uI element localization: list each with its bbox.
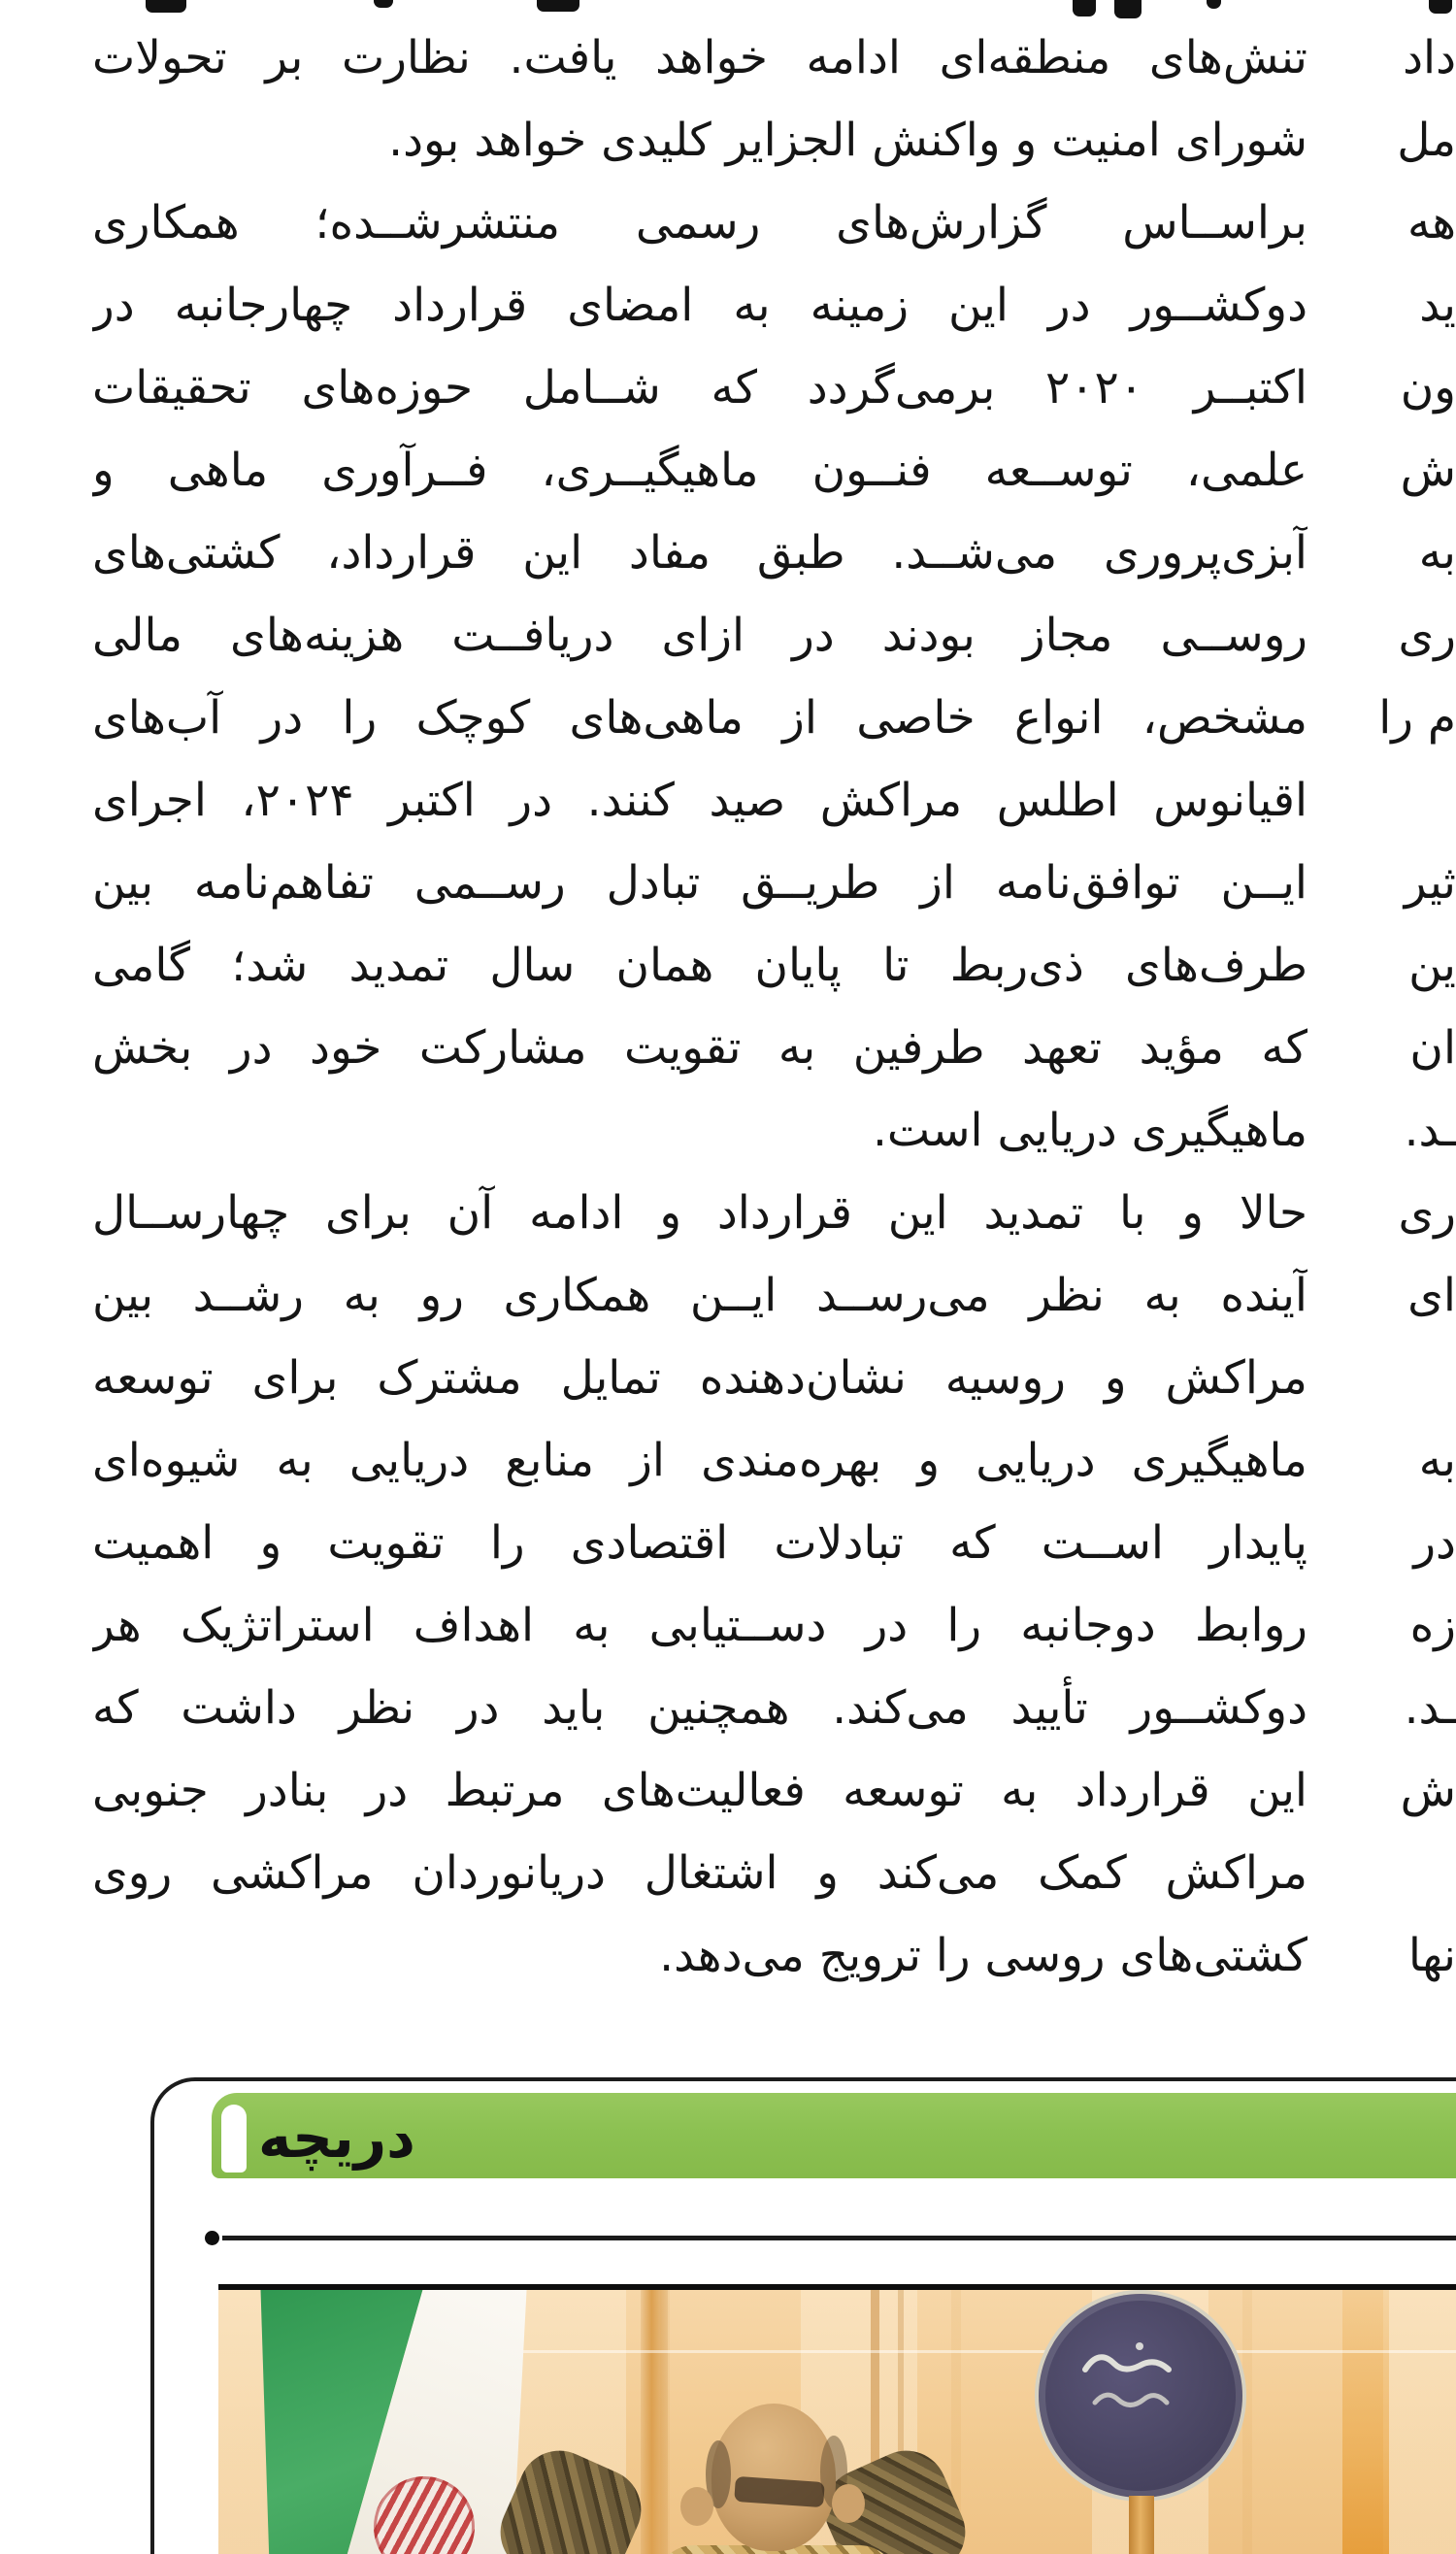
column-fragment: ری — [1398, 609, 1456, 662]
column-fragment: ری — [1398, 1186, 1456, 1240]
article-line: پایدار اســت که تبادلات اقتصادی را تقویت و اهمیت — [92, 1516, 1307, 1570]
dariche-banner — [212, 2093, 1456, 2178]
column-fragment — [1381, 1832, 1456, 1914]
article-line: مراکش و روسیه نشان‌دهنده تمایل مشترک برای توسعه — [92, 1351, 1307, 1405]
article-line: حالا و با تمدید این قرارداد و ادامه آن برای چهارســال — [92, 1186, 1307, 1240]
column-fragment: هه — [1407, 196, 1456, 249]
column-fragment: ان — [1409, 1021, 1456, 1075]
cut-glyph-mark — [146, 0, 186, 13]
column-fragment: ون — [1400, 361, 1456, 415]
news-photo — [218, 2284, 1456, 2554]
article-line: روســی مجاز بودند در ازای دریافــت هزینه‌های مالی — [92, 609, 1307, 662]
article-line: اکتبــر ۲۰۲۰ برمی‌گردد که شــامل حوزه‌های تحقیقات — [92, 361, 1307, 415]
column-fragment: ـد. — [1404, 1104, 1456, 1157]
article-line: روابط دوجانبه را در دســتیابی به اهداف استراتژیک هر — [92, 1599, 1307, 1652]
article-line: مراکش کمک می‌کند و اشتغال دریانوردان مراکشی روی — [92, 1846, 1307, 1900]
column-fragment: ش — [1400, 444, 1456, 497]
article-line: شورای امنیت و واکنش الجزایر کلیدی خواهد بود. — [388, 114, 1307, 167]
cut-glyph-mark — [1429, 0, 1452, 14]
cut-glyph-mark — [1073, 0, 1096, 17]
article-line: ماهیگیری دریایی است. — [872, 1104, 1307, 1157]
horizontal-rule — [222, 2236, 1456, 2240]
section-title: دریچه — [258, 2105, 415, 2171]
wall-horizontal-seam — [510, 2350, 1456, 2353]
column-fragment: ید — [1419, 279, 1456, 332]
sign-script-icon — [1066, 2333, 1211, 2449]
article-line: کشتی‌های روسی را ترویج می‌دهد. — [659, 1929, 1307, 1982]
article-line: براســاس گزارش‌های رسمی منتشرشــده؛ همکاری — [92, 196, 1307, 249]
article-line: دوکشــور در این زمینه به امضای قرارداد چهارجانبه در — [92, 279, 1307, 332]
column-fragment: م را — [1378, 691, 1456, 745]
article-line: آینده به نظر می‌رســد ایــن همکاری رو به رشــد بین — [92, 1269, 1307, 1322]
column-fragment: ین — [1408, 939, 1456, 992]
article-line: اقیانوس اطلس مراکش صید کنند. در اکتبر ۲۰۲۴، اجرای — [92, 774, 1307, 827]
cut-glyph-mark — [537, 0, 579, 12]
column-fragment: به — [1418, 1434, 1456, 1487]
round-navy-sign — [1039, 2294, 1242, 2498]
article-line: تنش‌های منطقه‌ای ادامه خواهد یافت. نظارت بر تحولات — [92, 31, 1307, 84]
article-line: این قرارداد به توسعه فعالیت‌های مرتبط در بنادر جنوبی — [92, 1764, 1307, 1817]
bullet-dot — [205, 2231, 219, 2245]
speaker-hand — [832, 2484, 865, 2523]
speaker-hand — [680, 2487, 713, 2526]
wall-seam — [1342, 2290, 1389, 2554]
speaker-left-arm — [487, 2438, 654, 2554]
column-fragment: به — [1418, 526, 1456, 580]
adjacent-column-fragments — [1378, 17, 1456, 1997]
cut-glyph-mark — [374, 0, 393, 8]
article-line: که مؤید تعهد طرفین به تقویت مشارکت خود در بخش — [92, 1021, 1307, 1075]
article-line: ماهیگیری دریایی و بهره‌مندی از منابع دریایی به شیوه‌ای — [92, 1434, 1307, 1487]
column-fragment — [1381, 1337, 1456, 1419]
article-line: مشخص، انواع خاصی از ماهی‌های کوچک را در آب‌های — [92, 691, 1307, 745]
banner-notch — [221, 2105, 247, 2173]
column-fragment: نها — [1407, 1929, 1456, 1982]
article-line: دوکشــور تأیید می‌کند. همچنین باید در نظر داشت که — [92, 1681, 1307, 1735]
cut-glyph-mark — [1207, 0, 1221, 9]
column-fragment: در — [1413, 1516, 1456, 1570]
column-fragment — [1381, 759, 1456, 842]
column-fragment: ـد. — [1404, 1681, 1456, 1735]
column-fragment: داد — [1403, 31, 1456, 84]
sign-pole — [1129, 2496, 1154, 2554]
article-line: آبزی‌پروری می‌شــد. طبق مفاد این قرارداد، کشتی‌های — [92, 526, 1307, 580]
column-fragment: ای — [1407, 1269, 1456, 1322]
article-text-column — [92, 17, 1307, 1997]
column-fragment: زه — [1409, 1599, 1456, 1652]
article-line: طرف‌های ذی‌ربط تا پایان همان سال تمدید شد؛ گامی — [92, 939, 1307, 992]
speaker-figure — [490, 2382, 956, 2554]
column-fragment: مل — [1397, 114, 1456, 167]
article-line: ایــن توافق‌نامه از طریــق تبادل رســمی تفاهم‌نامه بین — [92, 856, 1307, 910]
article-line: علمی، توســعه فنــون ماهیگیــری، فــرآوری ماهی و — [92, 444, 1307, 497]
column-fragment: ثیر — [1404, 856, 1456, 910]
column-fragment: ش — [1400, 1764, 1456, 1817]
